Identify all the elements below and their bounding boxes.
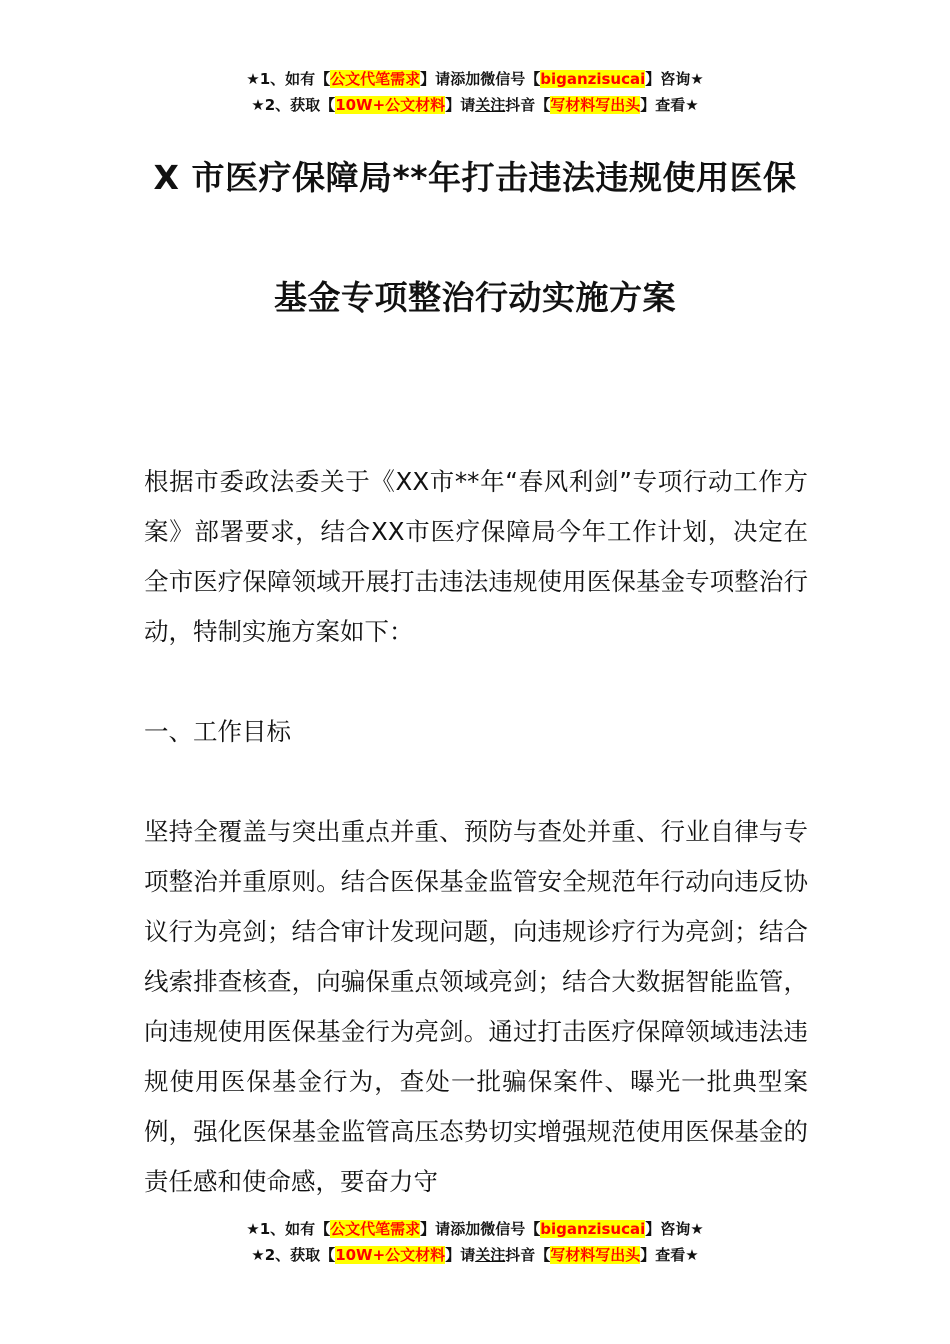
section-1-heading: 一、工作目标: [144, 717, 291, 746]
notice-highlight: 10W+公文材料: [335, 96, 446, 114]
notice-highlight: 10W+公文材料: [335, 1246, 446, 1264]
wechat-id: biganzisucai: [540, 70, 646, 88]
notice-text: 抖音【: [505, 1246, 551, 1264]
document-body: [144, 457, 808, 1207]
notice-text: 】咨询★: [645, 70, 704, 88]
header-notice-line-1: [0, 68, 950, 90]
intro-paragraph: 根据市委政法委关于《XX市**年“春风利剑”专项行动工作方案》部署要求，结合XX市医疗保障局今年工作计划，决定在全市医疗保障领域开展打击违法违规使用医保基金专项整治行动，特制实施方案如下：: [144, 467, 808, 646]
notice-text: 】请: [445, 96, 476, 114]
notice-text: 微信号【: [480, 1220, 541, 1238]
notice-text: 】请: [420, 70, 451, 88]
wechat-id: biganzisucai: [540, 1220, 646, 1238]
notice-text: ★2、获取【: [251, 1246, 336, 1264]
notice-text: 】查看★: [640, 1246, 699, 1264]
douyin-id: 写材料写出头: [550, 96, 641, 114]
notice-text: 】请: [445, 1246, 476, 1264]
notice-text: 抖音【: [505, 96, 551, 114]
notice-emphasis: 关注: [475, 96, 506, 114]
notice-text: 微信号【: [480, 70, 541, 88]
notice-text: 】查看★: [640, 96, 699, 114]
notice-highlight: 公文代笔需求: [330, 1220, 421, 1238]
notice-emphasis: 添加: [450, 70, 481, 88]
notice-text: ★1、如有【: [246, 70, 331, 88]
footer-notice-line-1: [0, 1218, 950, 1240]
footer-notice-line-2: [0, 1244, 950, 1266]
douyin-id: 写材料写出头: [550, 1246, 641, 1264]
notice-text: ★1、如有【: [246, 1220, 331, 1238]
header-notice-line-2: [0, 94, 950, 116]
notice-highlight: 公文代笔需求: [330, 70, 421, 88]
notice-emphasis: 关注: [475, 1246, 506, 1264]
document-title-line-2: 基金专项整治行动实施方案: [274, 278, 676, 317]
notice-emphasis: 添加: [450, 1220, 481, 1238]
notice-text: ★2、获取【: [251, 96, 336, 114]
notice-text: 】请: [420, 1220, 451, 1238]
document-title-line-1: X 市医疗保障局**年打击违法违规使用医保: [153, 158, 797, 197]
section-1-paragraph: 坚持全覆盖与突出重点并重、预防与查处并重、行业自律与专项整治并重原则。结合医保基金监管安全规范年行动向违反协议行为亮剑；结合审计发现问题，向违规诊疗行为亮剑；结合线索排查核查，向骗保重点领域亮剑；结合大数据智能监管，向违规使用医保基金行为亮剑。通过打击医疗保障领域违法违规使用医保基金行为，查处一批骗保案件、曝光一批典型案例，强化医保基金监管高压态势切实增强规范使用医保基金的责任感和使命感，要奋力守: [144, 817, 808, 1196]
notice-text: 】咨询★: [645, 1220, 704, 1238]
